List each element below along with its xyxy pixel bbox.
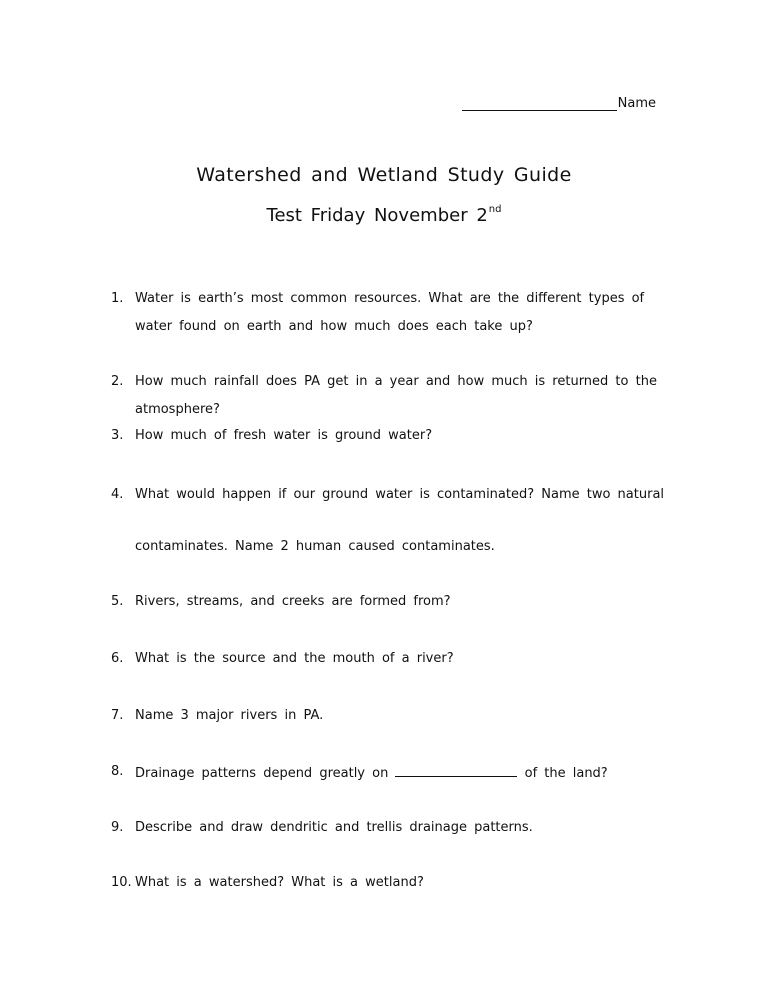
question-number: 9.	[111, 820, 124, 835]
question-1	[111, 291, 645, 335]
question-text-line: Describe and draw dendritic and trellis drainage patterns.	[135, 820, 533, 835]
test-date-subtitle	[0, 204, 768, 226]
question-text-line: What would happen if our ground water is contaminated? Name two natural	[135, 487, 665, 502]
question-6	[111, 651, 454, 667]
question-text-line: atmosphere?	[135, 402, 220, 417]
question-text-line: What is a watershed? What is a wetland?	[135, 875, 424, 890]
page-title: Watershed and Wetland Study Guide	[196, 164, 572, 186]
subtitle-text: Test Friday November 2	[266, 205, 488, 226]
question-number: 10.	[111, 875, 132, 890]
question-7	[111, 708, 324, 724]
question-text-line: How much rainfall does PA get in a year and how much is returned to the	[135, 374, 657, 389]
question-3	[111, 428, 433, 444]
question-text-line: water found on earth and how much does each take up?	[135, 319, 533, 334]
question-text-line: What is the source and the mouth of a river?	[135, 651, 454, 666]
question-number: 8.	[111, 764, 124, 779]
question-number: 6.	[111, 651, 124, 666]
question-text-after-blank: of the land?	[524, 766, 608, 781]
question-9	[111, 820, 533, 836]
name-label: Name	[617, 96, 656, 111]
question-text-line: Name 3 major rivers in PA.	[135, 708, 324, 723]
question-text-line: contaminates. Name 2 human caused contaminates.	[135, 539, 495, 554]
question-text-before-blank: Drainage patterns depend greatly on	[135, 766, 389, 781]
question-number: 2.	[111, 374, 124, 389]
question-4	[111, 487, 665, 555]
question-10	[111, 875, 424, 891]
question-8	[111, 764, 608, 782]
question-text-line: Water is earth’s most common resources. What are the different types of	[135, 291, 645, 306]
question-number: 4.	[111, 487, 124, 502]
question-text-line	[135, 764, 608, 782]
question-number: 3.	[111, 428, 124, 443]
question-2	[111, 374, 657, 418]
question-5	[111, 594, 451, 610]
fill-in-blank[interactable]	[395, 764, 517, 777]
question-text-line: Rivers, streams, and creeks are formed from?	[135, 594, 451, 609]
question-number: 1.	[111, 291, 124, 306]
name-field[interactable]	[462, 96, 656, 111]
question-number: 5.	[111, 594, 124, 609]
question-text-line: How much of fresh water is ground water?	[135, 428, 433, 443]
question-number: 7.	[111, 708, 124, 723]
name-blank-line[interactable]	[462, 96, 617, 111]
subtitle-ordinal-suffix: nd	[488, 204, 502, 215]
